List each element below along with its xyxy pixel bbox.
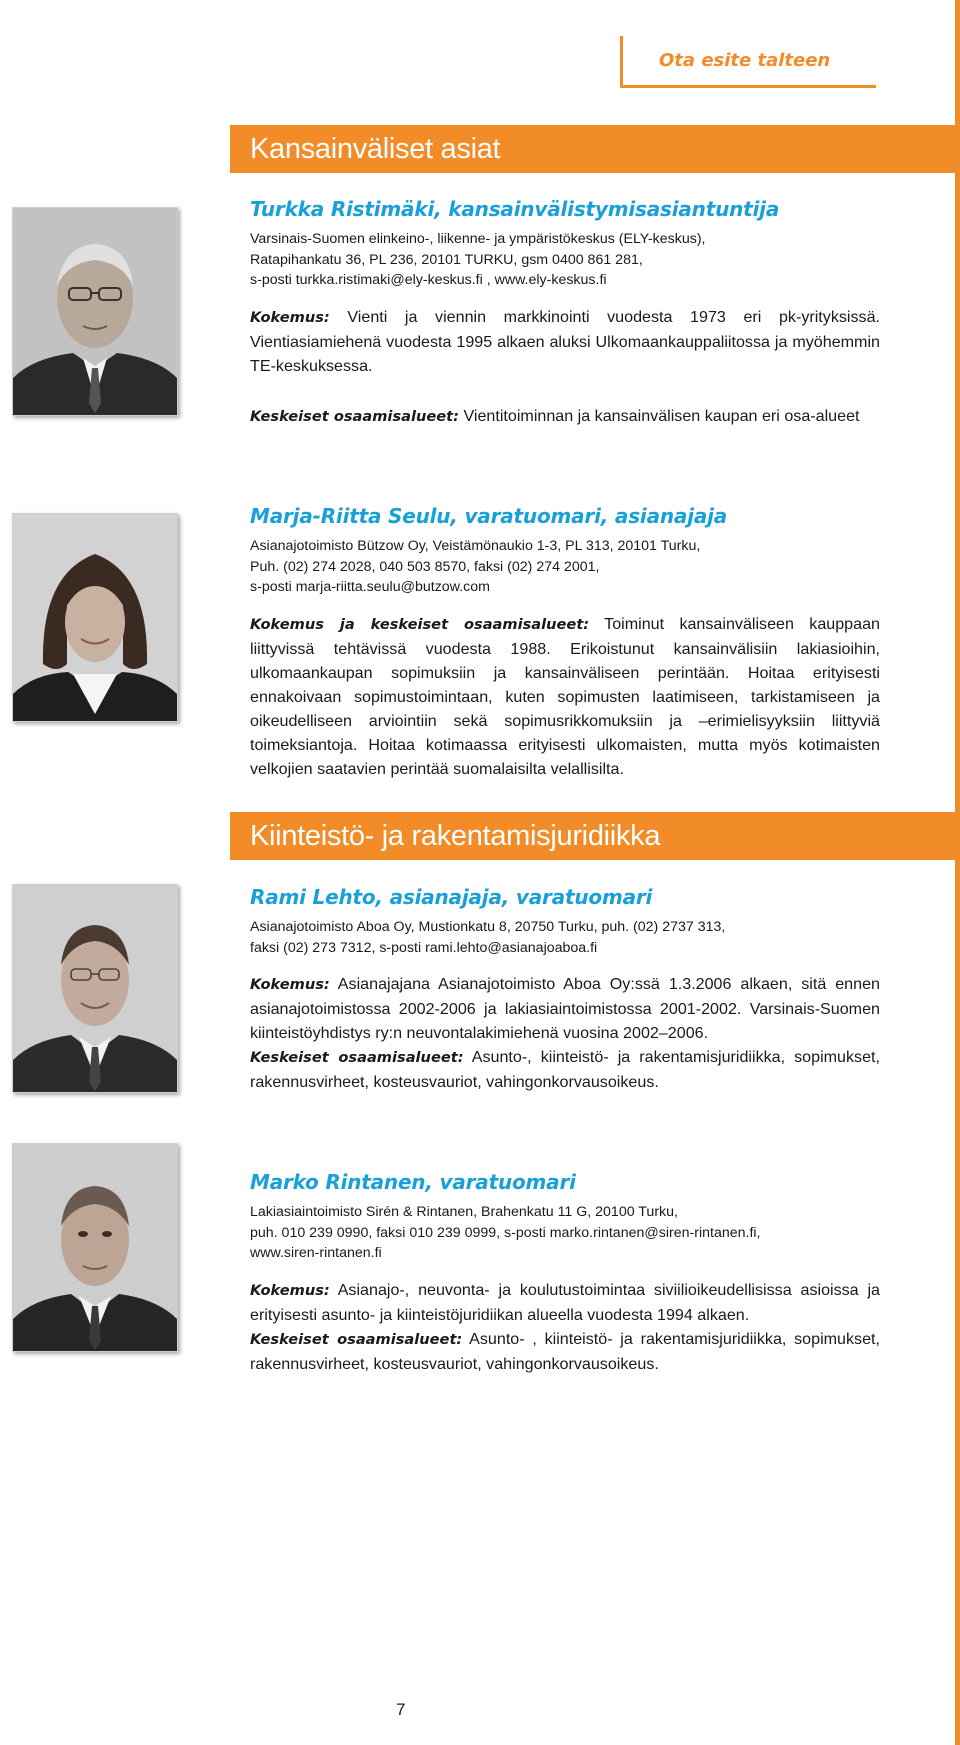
- section-title: Kiinteistö- ja rakentamisjuridiikka: [250, 820, 661, 852]
- key-areas-text: Asunto- , kiinteistö- ja rakentamisjuridiikka, sopimukset, rakennusvirheet, kosteusvauriot, vahingonkorvausoikeus.: [250, 1329, 880, 1373]
- contact-line: s-posti turkka.ristimaki@ely-keskus.fi , www.ely-keskus.fi: [250, 272, 607, 288]
- experience-paragraph: [250, 305, 880, 378]
- key-areas-paragraph: [250, 404, 880, 429]
- key-areas-label: Keskeiset osaamisalueet:: [250, 407, 459, 425]
- key-areas-paragraph: [250, 1045, 880, 1094]
- person-marko-rintanen: [250, 1170, 880, 1376]
- right-accent-stripe: [955, 0, 960, 1745]
- person-name: Marko Rintanen, varatuomari: [250, 1170, 576, 1194]
- experience-paragraph: [250, 612, 880, 781]
- page-number: 7: [396, 1700, 406, 1719]
- experience-text: Vienti ja viennin markkinointi vuodesta 1973 eri pk-yrityksissä. Vientiasiamiehenä vuodesta 1995 alkaen aluksi Ulkomaankauppaliitossa ja myöhemmin TE-keskuksessa.: [250, 307, 880, 375]
- contact-line: s-posti marja-riitta.seulu@butzow.com: [250, 579, 490, 595]
- experience-text: Asianajajana Asianajotoimisto Aboa Oy:ssä 1.3.2006 alkaen, sitä ennen asianajotoimistossa 2002-2006 ja lakiasiaintoimistossa 2001-2002. Varsinais-Suomen kiinteistöyhdistys ry:n neuvontalakimiehenä vuosina 2002–2006.: [250, 975, 880, 1042]
- contact-line: faksi (02) 273 7312, s-posti rami.lehto@asianajoaboa.fi: [250, 939, 598, 956]
- experience-label: Kokemus:: [250, 308, 330, 326]
- section-header-international: [230, 125, 960, 173]
- person-name: Rami Lehto, asianajaja, varatuomari: [250, 885, 653, 909]
- contact-line: Ratapihankatu 36, PL 236, 20101 TURKU, gsm 0400 861 281,: [250, 251, 643, 268]
- experience-label: Kokemus:: [250, 1281, 330, 1299]
- contact-line: puh. 010 239 0990, faksi 010 239 0999, s-posti marko.rintanen@siren-rintanen.fi,: [250, 1224, 761, 1241]
- experience-paragraph: [250, 972, 880, 1045]
- portrait-photo-rami: [12, 884, 178, 1093]
- person-rami-lehto: [250, 885, 880, 1094]
- portrait-photo-icon: [13, 885, 177, 1092]
- experience-label: Kokemus ja keskeiset osaamisalueet:: [250, 615, 590, 633]
- portrait-photo-icon: [13, 208, 177, 415]
- key-areas-text: Vientitoiminnan ja kansainvälisen kaupan eri osa-alueet: [458, 406, 860, 425]
- key-areas-paragraph: [250, 1327, 880, 1376]
- experience-text: Toiminut kansainväliseen kauppaan liittyvissä tehtävissä vuodesta 1988. Erikoistunut kansainvälisiin lakiasioihin, ulkomaankaupan sopimuksiin ja kansainväliseen perintään. Hoitaa erityisesti ennakoivaan sopimustoimintaan, kuten sopimusten laatimiseen, tarkistamiseen ja oikeudelliseen arviointiin sekä sopimusrikkomuksiin ja –erimielisyyksiin liittyviä toimeksiantoja. Hoitaa kotimaassa erityisesti ulkomaisten, mutta myös kotimaisten velkojien saatavien perintää suomalaisilta velallisilta.: [250, 614, 880, 778]
- portrait-photo-marja-riitta: [12, 513, 178, 722]
- portrait-photo-icon: [13, 514, 177, 721]
- person-marja-riitta-seulu: [250, 504, 880, 781]
- portrait-photo-marko: [12, 1143, 178, 1352]
- experience-paragraph: [250, 1278, 880, 1327]
- contact-line: www.siren-rintanen.fi: [250, 1245, 382, 1261]
- experience-text: Asianajo-, neuvonta- ja koulutustoimintaa siviilioikeudellisissa asioissa ja erityisesti asunto- ja kiinteistöjuridiikan alueella vuodesta 1994 alkaen.: [250, 1280, 880, 1324]
- key-areas-text: Asunto-, kiinteistö- ja rakentamisjuridiikka, sopimukset, rakennusvirheet, kosteusvauriot, vahingonkorvausoikeus.: [250, 1048, 880, 1091]
- contact-line: Varsinais-Suomen elinkeino-, liikenne- ja ympäristökeskus (ELY-keskus),: [250, 231, 706, 247]
- person-name: Turkka Ristimäki, kansainvälistymisasiantuntija: [250, 197, 780, 221]
- section-header-real-estate: [230, 812, 960, 860]
- contact-line: Asianajotoimisto Bützow Oy, Veistämönaukio 1-3, PL 313, 20101 Turku,: [250, 538, 701, 554]
- save-brochure-tab[interactable]: [620, 36, 876, 88]
- contact-line: Lakiasiaintoimisto Sirén & Rintanen, Brahenkatu 11 G, 20100 Turku,: [250, 1204, 678, 1220]
- key-areas-label: Keskeiset osaamisalueet:: [250, 1049, 464, 1066]
- contact-info: [250, 1202, 880, 1264]
- contact-info: [250, 229, 880, 291]
- contact-info: [250, 536, 880, 598]
- key-areas-label: Keskeiset osaamisalueet:: [250, 1330, 463, 1348]
- contact-info: [250, 917, 880, 958]
- person-name: Marja-Riitta Seulu, varatuomari, asianajaja: [250, 504, 728, 528]
- contact-line: Asianajotoimisto Aboa Oy, Mustionkatu 8, 20750 Turku, puh. (02) 2737 313,: [250, 919, 726, 935]
- portrait-photo-icon: [13, 1144, 177, 1351]
- portrait-photo-turkka: [12, 207, 178, 416]
- person-turkka-ristimaki: [250, 197, 880, 429]
- contact-line: Puh. (02) 274 2028, 040 503 8570, faksi (02) 274 2001,: [250, 558, 600, 575]
- save-brochure-label: Ota esite talteen: [659, 50, 831, 71]
- experience-label: Kokemus:: [250, 976, 330, 993]
- section-title: Kansainväliset asiat: [250, 133, 501, 165]
